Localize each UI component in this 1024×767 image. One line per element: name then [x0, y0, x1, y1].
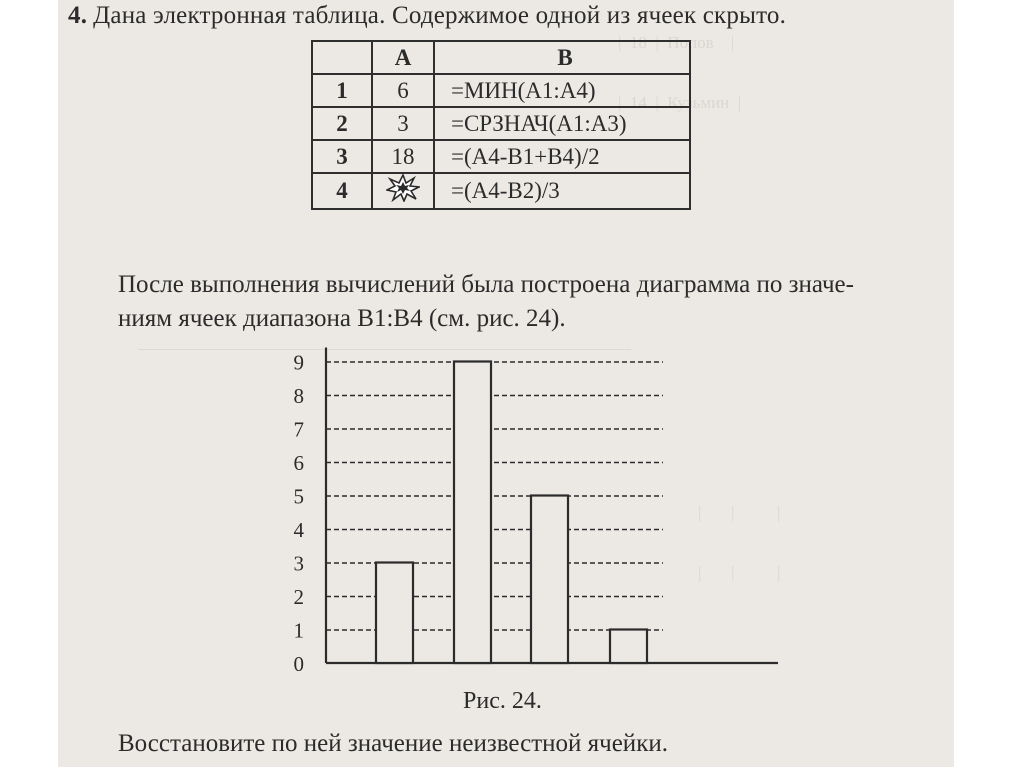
show-through-texture: | 18 | Попов | — [618, 33, 735, 52]
task-heading — [68, 2, 786, 30]
y-tick-label: 7 — [293, 417, 304, 442]
cell-b: =СРЗНАЧ(A1:A3) — [434, 107, 690, 140]
cell-a: 6 — [372, 74, 434, 107]
row-header: 2 — [312, 107, 372, 140]
row-header: 4 — [312, 173, 372, 209]
cell-a: 18 — [372, 140, 434, 173]
y-tick-label: 2 — [293, 585, 304, 609]
row-header: 3 — [312, 140, 372, 173]
table-corner-cell — [312, 41, 372, 74]
y-tick-label: 6 — [293, 451, 304, 475]
row-header: 1 — [312, 74, 372, 107]
table-row — [312, 107, 690, 140]
y-tick-label: 9 — [293, 350, 304, 375]
spreadsheet-table — [311, 40, 691, 210]
bar-chart — [268, 345, 788, 680]
table-row — [312, 173, 690, 209]
bar-B1 — [376, 563, 413, 664]
show-through-texture: | | | — [698, 563, 781, 582]
question-text: Восстановите по ней значение неизвестной ячейки. — [118, 730, 668, 757]
column-header-a: A — [372, 41, 434, 74]
y-tick-label: 1 — [293, 618, 304, 643]
hidden-cell-a4 — [372, 173, 434, 209]
cell-b: =(A4-B2)/3 — [434, 173, 690, 209]
table-header-row — [312, 41, 690, 74]
table-row — [312, 140, 690, 173]
cell-b: =МИН(A1:A4) — [434, 74, 690, 107]
bar-B2 — [454, 362, 491, 664]
task-number: 4. — [68, 2, 88, 29]
show-through-texture: __________________________________________________________ — [138, 333, 631, 352]
cell-b: =(A4-B1+B4)/2 — [434, 140, 690, 173]
show-through-texture: | 14 | Кузьмин | — [618, 93, 742, 112]
bar-B4 — [610, 630, 647, 664]
column-header-b: B — [434, 41, 690, 74]
explosion-burst-icon — [386, 174, 420, 202]
paragraph-line: После выполнения вычислений была построена диаграмма по значе- — [118, 271, 854, 298]
table-row — [312, 74, 690, 107]
y-tick-label: 3 — [293, 551, 304, 576]
page-sheet — [58, 0, 954, 767]
figure-caption: Рис. 24. — [463, 688, 542, 714]
cell-a: 3 — [372, 107, 434, 140]
task-text: Дана электронная таблица. Содержимое одной из ячеек скрыто. — [93, 2, 787, 29]
y-tick-label: 8 — [293, 384, 304, 408]
paragraph-line: ниям ячеек диапазона B1:B4 (см. рис. 24). — [118, 305, 566, 332]
show-through-texture: | | | — [698, 503, 781, 522]
paragraph — [118, 268, 954, 336]
y-tick-label: 5 — [293, 484, 304, 509]
y-tick-label: 4 — [293, 518, 304, 542]
y-tick-label: 0 — [293, 652, 304, 676]
bar-B3 — [531, 496, 568, 664]
